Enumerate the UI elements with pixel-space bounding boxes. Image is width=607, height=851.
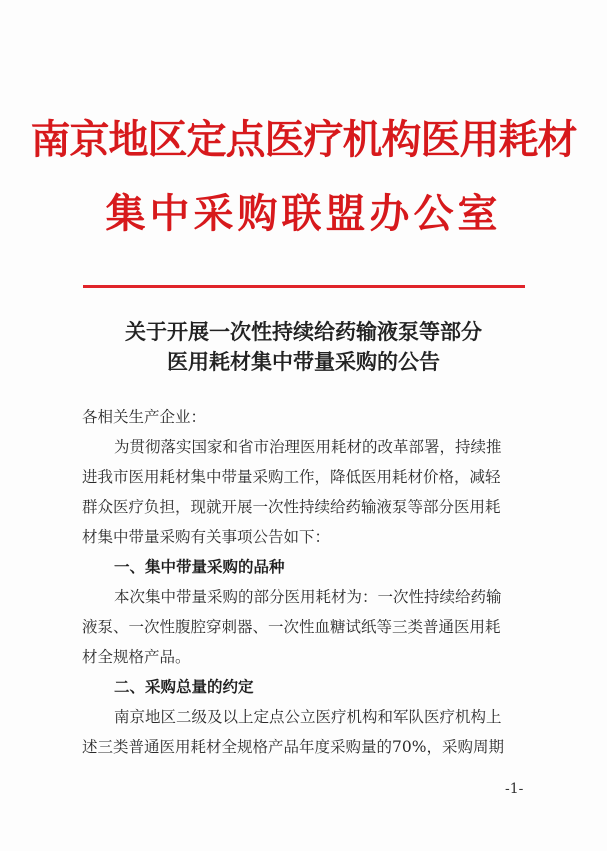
intro-line-3: 群众医疗负担，现就开展一次性持续给药输液泵等部分医用耗	[82, 498, 501, 516]
page-number: -1-	[505, 781, 524, 797]
notice-title-line2: 医用耗材集中带量采购的公告	[167, 349, 440, 374]
section2-line-1: 南京地区二级及以上定点公立医疗机构和军队医疗机构上	[114, 708, 502, 726]
notice-title-line1: 关于开展一次性持续给药输液泵等部分	[125, 319, 482, 344]
intro-line-1: 为贯彻落实国家和省市治理医用耗材的改革部署，持续推	[114, 438, 502, 456]
section2-heading: 二、采购总量的约定	[114, 677, 254, 696]
intro-line-2: 进我市医用耗材集中带量采购工作，降低医用耗材价格，减轻	[82, 468, 501, 486]
section1-line-2: 液泵、一次性腹腔穿刺器、一次性血糖试纸等三类普通医用耗	[82, 618, 501, 636]
section2-line-2: 述三类普通医用耗材全规格产品年度采购量的70%，采购周期	[82, 738, 504, 756]
section1-heading: 一、集中带量采购的品种	[114, 557, 285, 576]
section1-line-1: 本次集中带量采购的部分医用耗材为：一次性持续给药输	[114, 588, 502, 606]
salutation: 各相关生产企业：	[82, 408, 207, 426]
issuer-header-line1: 南京地区定点医疗机构医用耗材	[30, 116, 577, 163]
intro-line-4: 材集中带量采购有关事项公告如下：	[82, 528, 331, 546]
red-divider-rule	[83, 285, 525, 288]
issuer-header-line2: 集中采购联盟办公室	[105, 190, 502, 237]
section1-line-3: 材全规格产品。	[82, 648, 191, 666]
